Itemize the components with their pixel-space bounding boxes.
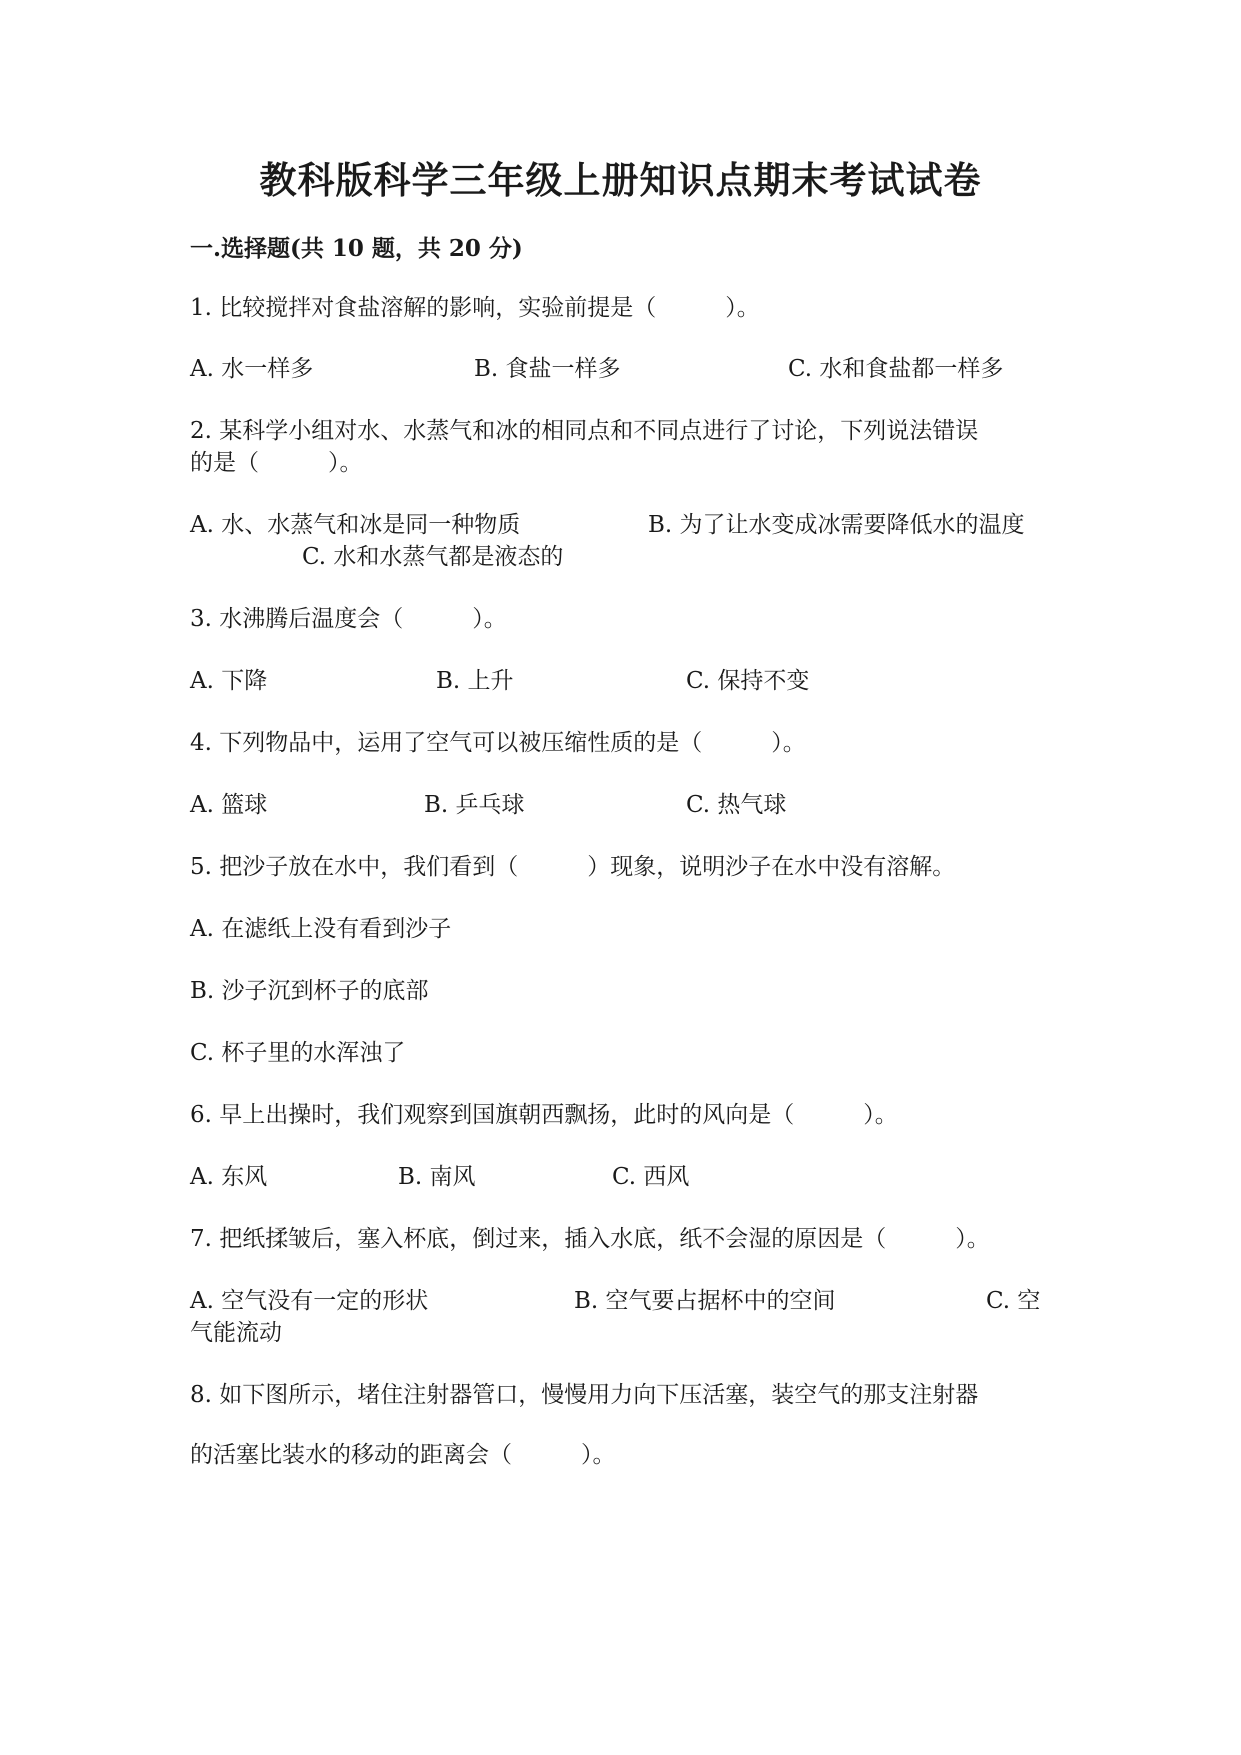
question-5-option-c: C. 杯子里的水浑浊了 <box>190 1040 406 1066</box>
question-5-stem: 5. 把沙子放在水中，我们看到（ ）现象，说明沙子在水中没有溶解。 <box>190 854 956 880</box>
question-3-option-b: B. 上升 <box>436 668 514 694</box>
question-1-option-c: C. 水和食盐都一样多 <box>788 356 1004 382</box>
question-2-option-a: A. 水、水蒸气和冰是同一种物质 <box>190 512 521 538</box>
section-heading: 一.选择题(共 10 题，共 20 分) <box>190 235 523 262</box>
question-1-option-a: A. 水一样多 <box>190 356 314 382</box>
question-2-stem-line-1: 2. 某科学小组对水、水蒸气和冰的相同点和不同点进行了讨论，下列说法错误 <box>190 418 979 444</box>
question-3-stem: 3. 水沸腾后温度会（ ）。 <box>190 606 507 632</box>
question-3-option-a: A. 下降 <box>190 668 268 694</box>
question-4-option-b: B. 乒乓球 <box>424 792 525 818</box>
question-7-stem: 7. 把纸揉皱后，塞入杯底，倒过来，插入水底，纸不会湿的原因是（ ）。 <box>190 1226 990 1252</box>
page-title: 教科版科学三年级上册知识点期末考试试卷 <box>259 158 982 202</box>
question-2-stem-line-2: 的是（ ）。 <box>190 450 363 476</box>
question-7-option-b: B. 空气要占据杯中的空间 <box>574 1288 836 1314</box>
question-5-option-b: B. 沙子沉到杯子的底部 <box>190 978 429 1004</box>
question-5-option-a: A. 在滤纸上没有看到沙子 <box>190 916 452 942</box>
question-4-option-c: C. 热气球 <box>686 792 787 818</box>
question-1-stem: 1. 比较搅拌对食盐溶解的影响，实验前提是（ ）。 <box>190 295 760 321</box>
question-4-stem: 4. 下列物品中，运用了空气可以被压缩性质的是（ ）。 <box>190 730 806 756</box>
question-7-option-c-continued: 气能流动 <box>190 1320 282 1346</box>
question-8-stem-line-2: 的活塞比装水的移动的距离会（ ）。 <box>190 1442 616 1468</box>
question-2-option-c: C. 水和水蒸气都是液态的 <box>302 544 564 570</box>
question-4-option-a: A. 篮球 <box>190 792 268 818</box>
question-6-option-a: A. 东风 <box>190 1164 268 1190</box>
question-7-option-c: C. 空 <box>986 1288 1041 1314</box>
question-6-option-c: C. 西风 <box>612 1164 690 1190</box>
question-3-option-c: C. 保持不变 <box>686 668 810 694</box>
question-7-option-a: A. 空气没有一定的形状 <box>190 1288 429 1314</box>
question-6-stem: 6. 早上出操时，我们观察到国旗朝西飘扬，此时的风向是（ ）。 <box>190 1102 898 1128</box>
question-8-stem-line-1: 8. 如下图所示，堵住注射器管口，慢慢用力向下压活塞，装空气的那支注射器 <box>190 1382 979 1408</box>
question-6-option-b: B. 南风 <box>398 1164 476 1190</box>
question-2-option-b: B. 为了让水变成冰需要降低水的温度 <box>648 512 1025 538</box>
question-1-option-b: B. 食盐一样多 <box>474 356 621 382</box>
